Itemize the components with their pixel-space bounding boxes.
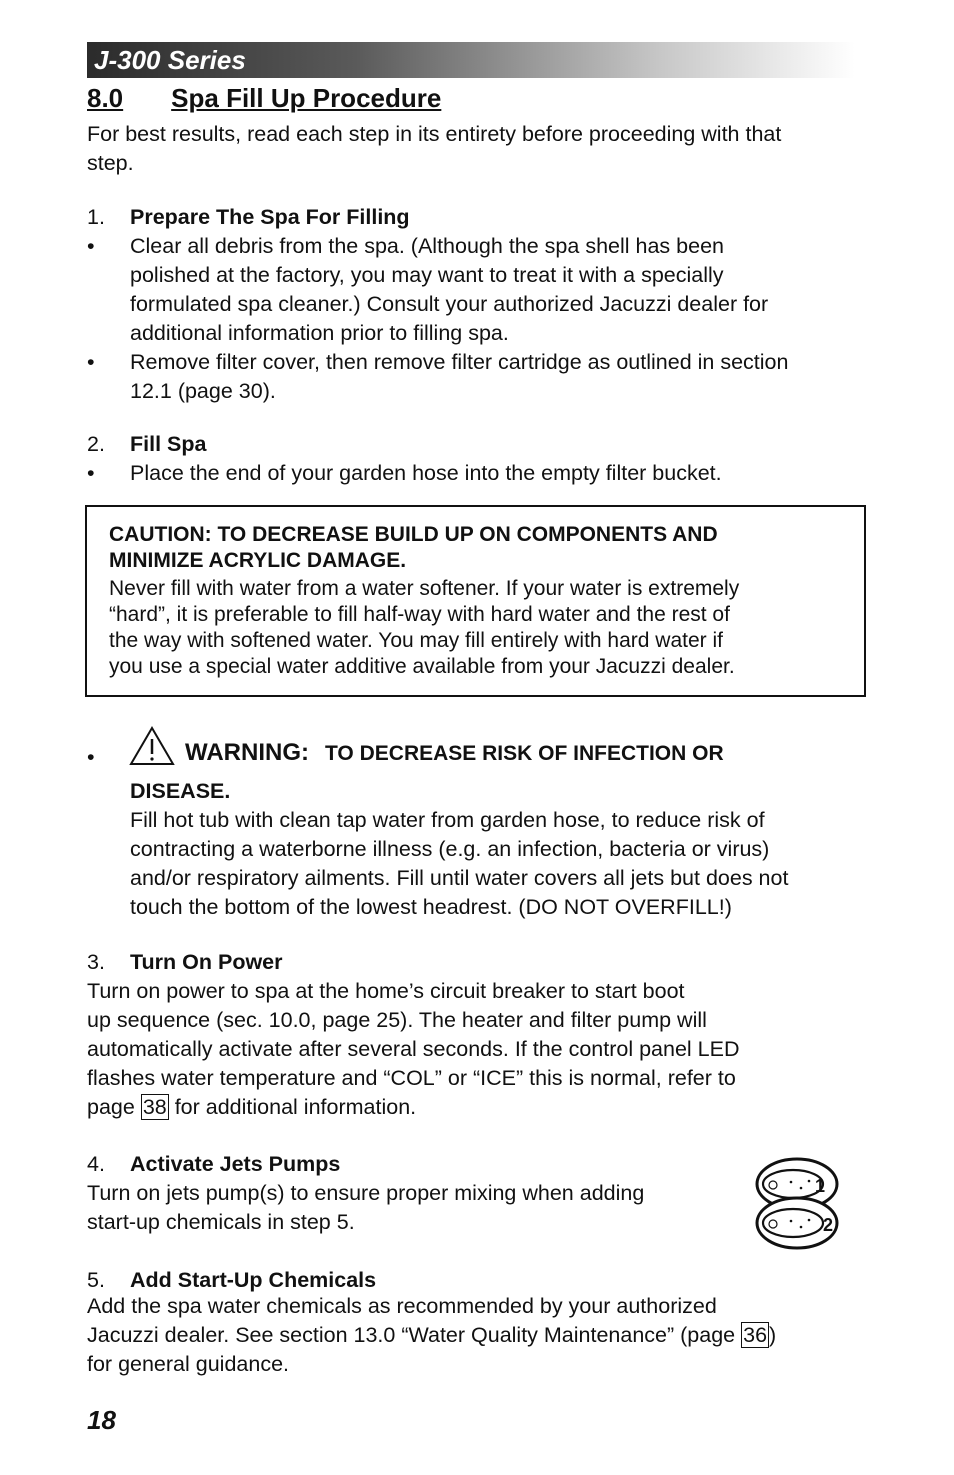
pump-1-label: 1 bbox=[815, 1176, 826, 1196]
text-line: additional information prior to filling spa. bbox=[130, 321, 509, 345]
text-line: start-up chemicals in step 5. bbox=[87, 1210, 355, 1234]
caution-title bbox=[109, 522, 849, 574]
bullet-text: Place the end of your garden hose into the empty filter bucket. bbox=[130, 461, 722, 485]
text-fragment: ) bbox=[769, 1323, 777, 1347]
step-number: 4. bbox=[87, 1152, 105, 1176]
jets-pump-buttons-icon bbox=[755, 1157, 843, 1251]
bullet-mark: • bbox=[87, 350, 95, 374]
text-line: MINIMIZE ACRYLIC DAMAGE. bbox=[109, 549, 407, 572]
page-number: 18 bbox=[87, 1405, 116, 1435]
step-number: 2. bbox=[87, 432, 105, 456]
text-fragment: for additional information. bbox=[168, 1095, 417, 1119]
text-fragment: page bbox=[87, 1095, 141, 1119]
series-title: J-300 Series bbox=[94, 45, 246, 75]
text-line: automatically activate after several seconds. If the control panel LED bbox=[87, 1037, 740, 1061]
text-fragment: Jacuzzi dealer. See section 13.0 “Water Quality Maintenance” (page bbox=[87, 1323, 742, 1347]
bullet-mark: • bbox=[87, 234, 95, 258]
text-line: polished at the factory, you may want to treat it with a specially bbox=[130, 263, 724, 287]
step-paragraph bbox=[87, 977, 740, 1122]
text-line bbox=[87, 1321, 776, 1350]
warning-triangle-icon bbox=[129, 726, 175, 766]
text-line: CAUTION: TO DECREASE BUILD UP ON COMPONENTS AND bbox=[109, 523, 718, 546]
text-line: the way with softened water. You may fill entirely with hard water if bbox=[109, 629, 723, 652]
text-line: Add the spa water chemicals as recommended by your authorized bbox=[87, 1294, 717, 1318]
page-link-38[interactable]: 38 bbox=[142, 1095, 167, 1119]
text-line: “hard”, it is preferable to fill half-way with hard water and the rest of bbox=[109, 603, 730, 626]
warning-label: WARNING: bbox=[185, 739, 309, 766]
warning-heading bbox=[185, 736, 724, 773]
text-line: Turn on power to spa at the home’s circuit breaker to start boot bbox=[87, 979, 685, 1003]
text-line: you use a special water additive available from your Jacuzzi dealer. bbox=[109, 655, 735, 678]
step-title: Add Start-Up Chemicals bbox=[130, 1268, 377, 1292]
bullet-text bbox=[130, 348, 788, 406]
text-line: contracting a waterborne illness (e.g. an infection, bacteria or virus) bbox=[130, 837, 770, 861]
text-line: touch the bottom of the lowest headrest. (DO NOT OVERFILL!) bbox=[130, 895, 732, 919]
intro-paragraph bbox=[87, 120, 781, 178]
section-number: 8.0 bbox=[87, 83, 124, 113]
step-title: Activate Jets Pumps bbox=[130, 1152, 341, 1176]
text-line: up sequence (sec. 10.0, page 25). The heater and filter pump will bbox=[87, 1008, 707, 1032]
warning-title: TO DECREASE RISK OF INFECTION OR bbox=[324, 742, 724, 765]
bullet-mark: • bbox=[87, 745, 95, 769]
text-line: flashes water temperature and “COL” or “ICE” this is normal, refer to bbox=[87, 1066, 736, 1090]
step-paragraph bbox=[87, 1179, 644, 1237]
pump-2-label: 2 bbox=[823, 1215, 834, 1235]
text-line: Turn on jets pump(s) to ensure proper mixing when adding bbox=[87, 1181, 645, 1205]
step-title: Turn On Power bbox=[130, 950, 283, 974]
step-paragraph bbox=[87, 1292, 776, 1379]
text-line: and/or respiratory ailments. Fill until water covers all jets but does not bbox=[130, 866, 789, 890]
caution-text bbox=[109, 576, 849, 680]
page-link-36[interactable]: 36 bbox=[743, 1323, 768, 1347]
step-title: Fill Spa bbox=[130, 432, 207, 456]
text-line bbox=[87, 1093, 740, 1122]
text-line: Remove filter cover, then remove filter cartridge as outlined in section bbox=[130, 350, 789, 374]
text-line: formulated spa cleaner.) Consult your authorized Jacuzzi dealer for bbox=[130, 292, 769, 316]
bullet-mark: • bbox=[87, 461, 95, 485]
step-title: Prepare The Spa For Filling bbox=[130, 205, 410, 229]
intro-line: For best results, read each step in its entirety before proceeding with that bbox=[87, 122, 782, 146]
warning-text bbox=[130, 806, 788, 922]
text-line: 12.1 (page 30). bbox=[130, 379, 276, 403]
text-line: for general guidance. bbox=[87, 1352, 290, 1376]
section-title: Spa Fill Up Procedure bbox=[171, 83, 442, 113]
warning-title-cont: DISEASE. bbox=[130, 779, 231, 803]
intro-line: step. bbox=[87, 151, 134, 175]
step-number: 3. bbox=[87, 950, 105, 974]
bullet-text bbox=[130, 232, 768, 348]
text-line: Fill hot tub with clean tap water from garden hose, to reduce risk of bbox=[130, 808, 765, 832]
step-number: 5. bbox=[87, 1268, 105, 1292]
text-line: Never fill with water from a water softener. If your water is extremely bbox=[109, 577, 740, 600]
step-number: 1. bbox=[87, 205, 105, 229]
text-line: Clear all debris from the spa. (Although the spa shell has been bbox=[130, 234, 724, 258]
section-heading bbox=[87, 82, 441, 114]
